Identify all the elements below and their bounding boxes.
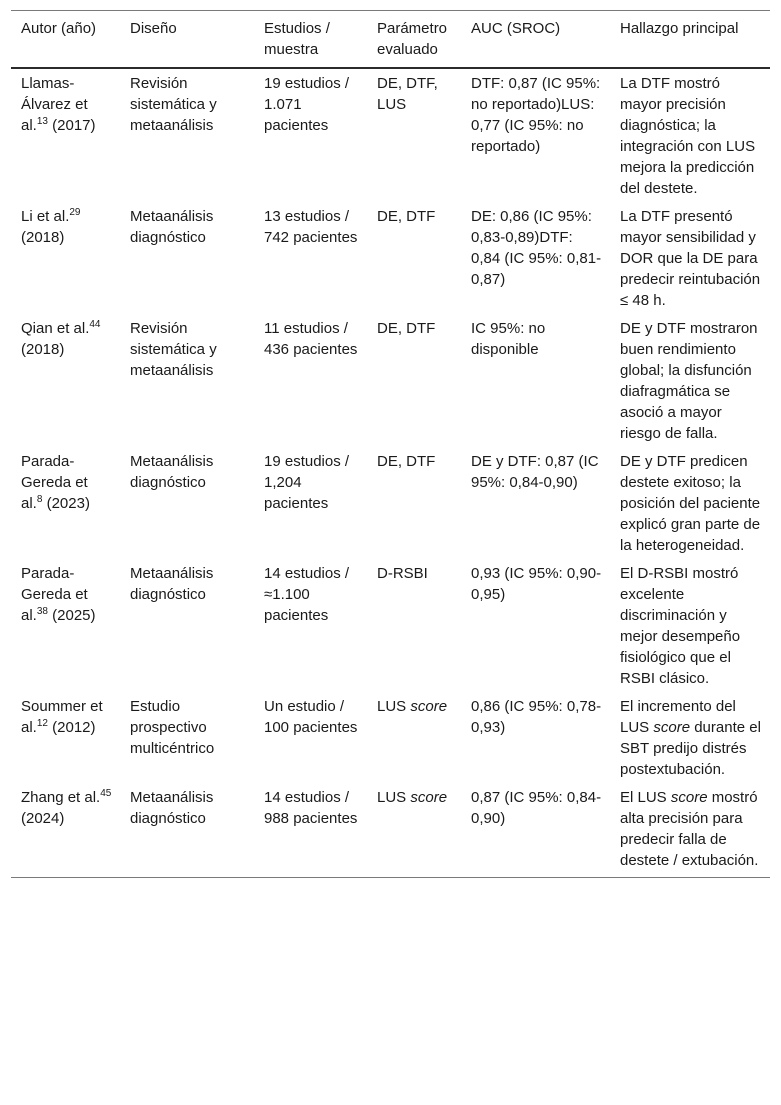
finding-text-end: mostró alta precisión para predecir falla de destete / extubación. [620,789,759,869]
finding-text: DE y DTF predicen destete exitoso; la posición del paciente explicó gran parte de la heterogeneidad. [620,453,761,554]
cell-design: Estudio prospectivo multicéntrico [130,698,215,757]
cell-author [11,202,120,314]
reference-number: 38 [36,606,48,617]
cell-parameter [367,202,461,314]
author-name: Zhang et al. [21,789,101,806]
finding-text: El incremento del LUS [620,698,736,736]
author-name: Parada-Gereda et al. [21,453,88,512]
table-container [11,10,770,878]
cell-author [11,447,120,559]
cell-parameter [367,68,461,202]
reference-number: 29 [69,207,81,218]
author-year: (2012) [52,719,96,736]
cell-finding [610,68,770,202]
parameter-text: DE, DTF [377,320,436,337]
cell-author [11,692,120,783]
reference-number: 12 [36,718,48,729]
author-name: Parada-Gereda et al. [21,565,88,624]
author-year: (2023) [46,495,90,512]
header-design: Diseño [130,20,177,37]
cell-sample: 19 estudios / 1.071 pacientes [264,75,350,134]
cell-finding [610,202,770,314]
parameter-suffix: score [410,698,448,715]
cell-design: Metaanálisis diagnóstico [130,453,214,491]
cell-parameter [367,314,461,447]
parameter-text: LUS [377,789,407,806]
cell-auc: 0,93 (IC 95%: 0,90-0,95) [471,565,602,603]
parameter-text: D-RSBI [377,565,428,582]
header-sample: Estudios / muestra [264,20,330,58]
cell-parameter [367,447,461,559]
cell-auc: IC 95%: no disponible [471,320,546,358]
cell-finding [610,783,770,878]
table-row [11,692,770,783]
cell-sample: 14 estudios / ≈1.100 pacientes [264,565,350,624]
cell-auc: DE y DTF: 0,87 (IC 95%: 0,84-0,90) [471,453,599,491]
cell-design: Metaanálisis diagnóstico [130,565,214,603]
table-body [11,68,770,878]
finding-text: El LUS [620,789,671,806]
header-finding: Hallazgo principal [620,20,739,37]
studies-table [11,10,770,878]
cell-parameter [367,783,461,878]
finding-text: DE y DTF mostraron buen rendimiento global; la disfunción diafragmática se asoció a mayor riesgo de falla. [620,320,758,442]
header-parameter: Parámetro evaluado [377,20,448,58]
cell-design: Metaanálisis diagnóstico [130,789,214,827]
cell-parameter [367,692,461,783]
finding-text: La DTF mostró mayor precisión diagnóstica; la integración con LUS mejora la predicción del destete. [620,75,756,197]
header-auc: AUC (SROC) [471,20,561,37]
finding-text-end: durante el SBT predijo distrés postextubación. [620,719,761,778]
table-row [11,447,770,559]
cell-sample: 14 estudios / 988 pacientes [264,789,358,827]
finding-italic: score [653,719,691,736]
cell-finding [610,314,770,447]
table-row [11,783,770,878]
parameter-text: DE, DTF [377,208,436,225]
cell-auc: 0,86 (IC 95%: 0,78-0,93) [471,698,602,736]
header-row [11,11,770,69]
parameter-text: DE, DTF [377,453,436,470]
cell-auc: DE: 0,86 (IC 95%: 0,83-0,89)DTF: 0,84 (IC 95%: 0,81-0,87) [471,208,602,288]
table-row [11,202,770,314]
author-name: Soummer et al. [21,698,103,736]
cell-author [11,314,120,447]
table-header [11,11,770,69]
header-author: Autor (año) [21,20,97,37]
author-name: Llamas-Álvarez et al. [21,75,88,134]
cell-author [11,68,120,202]
cell-sample: 19 estudios / 1,204 pacientes [264,453,350,512]
reference-number: 45 [100,788,112,799]
author-name: Qian et al. [21,320,90,337]
cell-sample: Un estudio / 100 pacientes [264,698,358,736]
reference-number: 8 [36,494,43,505]
finding-text: El D-RSBI mostró excelente discriminación y mejor desempeño fisiológico que el RSBI clásico. [620,565,741,687]
parameter-suffix: score [410,789,448,806]
finding-text: La DTF presentó mayor sensibilidad y DOR que la DE para predecir reintubación ≤ 48 h. [620,208,761,309]
table-row [11,68,770,202]
table-row [11,559,770,692]
author-name: Li et al. [21,208,70,225]
cell-design: Revisión sistemática y metaanálisis [130,320,217,379]
table-row [11,314,770,447]
finding-italic: score [670,789,708,806]
parameter-text: LUS [377,698,407,715]
author-year: (2018) [21,341,65,358]
author-year: (2017) [52,117,96,134]
cell-design: Metaanálisis diagnóstico [130,208,214,246]
cell-author [11,559,120,692]
author-year: (2024) [21,810,65,827]
author-year: (2018) [21,229,65,246]
reference-number: 44 [89,319,101,330]
parameter-text: DE, DTF, LUS [377,75,438,113]
author-year: (2025) [52,607,96,624]
cell-author [11,783,120,878]
cell-sample: 11 estudios / 436 pacientes [264,320,358,358]
cell-parameter [367,559,461,692]
cell-finding [610,447,770,559]
cell-auc: DTF: 0,87 (IC 95%: no reportado)LUS: 0,77 (IC 95%: no reportado) [471,75,601,155]
cell-auc: 0,87 (IC 95%: 0,84-0,90) [471,789,602,827]
cell-sample: 13 estudios / 742 pacientes [264,208,358,246]
cell-finding [610,692,770,783]
reference-number: 13 [36,116,48,127]
cell-design: Revisión sistemática y metaanálisis [130,75,217,134]
cell-finding [610,559,770,692]
